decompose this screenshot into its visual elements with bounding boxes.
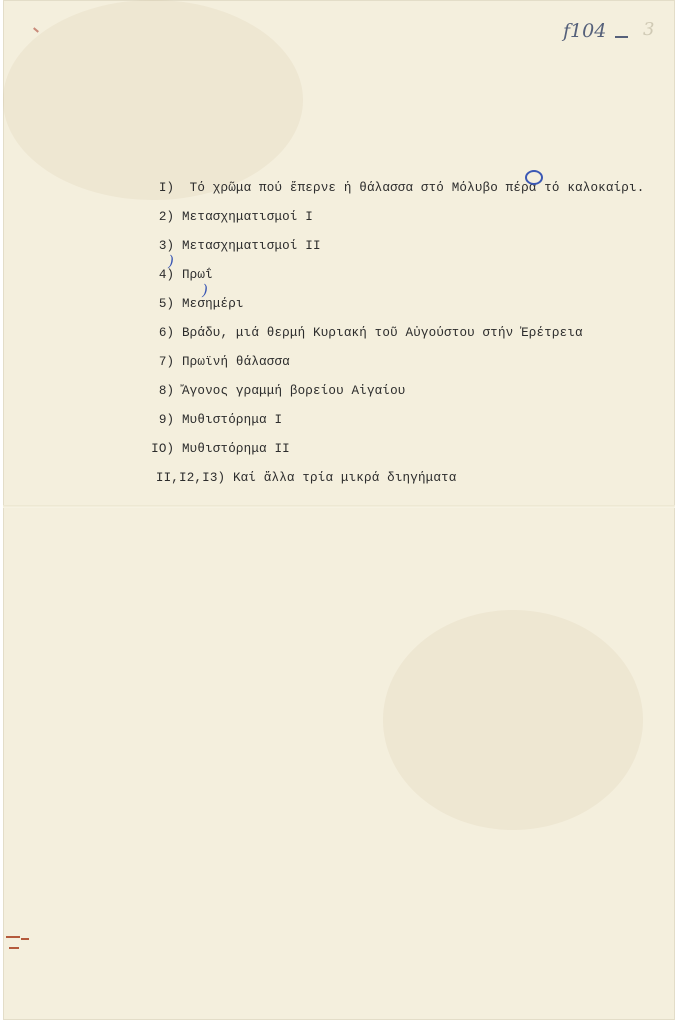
handwritten-dash bbox=[615, 36, 628, 38]
item-number: 3) bbox=[158, 239, 175, 253]
ink-speck bbox=[33, 27, 39, 32]
item-number: 5) bbox=[158, 297, 175, 311]
paper-stain bbox=[383, 610, 643, 830]
pen-correction-mark: ) bbox=[168, 252, 174, 270]
pen-correction-mark bbox=[525, 170, 543, 185]
item-title: Μεσημέρι bbox=[181, 297, 244, 311]
list-item bbox=[92, 457, 457, 499]
page-fold bbox=[3, 505, 675, 508]
pen-correction-mark: ) bbox=[202, 281, 208, 299]
item-number: II,I2,I3) bbox=[155, 471, 226, 485]
item-title: Μετασχηματισμοί II bbox=[181, 239, 321, 253]
ink-speck bbox=[6, 936, 20, 938]
item-title: Μυθιστόρημα I bbox=[181, 413, 283, 427]
item-title: Ἄγονος γραμμή βορείου Αἰγαίου bbox=[181, 384, 406, 398]
document-sheet bbox=[3, 0, 675, 1020]
item-number: 2) bbox=[158, 210, 175, 224]
item-number: 9) bbox=[158, 413, 175, 427]
faded-pencil-mark: 3 bbox=[643, 19, 655, 40]
item-number: 6) bbox=[158, 326, 175, 340]
item-title: Βράδυ, μιά θερμή Κυριακή τοῦ Αὐγούστου στήν Ἐρέτρεια bbox=[181, 326, 583, 340]
item-number: 8) bbox=[158, 384, 175, 398]
ink-speck bbox=[21, 938, 29, 940]
item-number: IO) bbox=[151, 442, 175, 456]
item-title: Τό χρῶμα πού ἔπερνε ἡ θάλασσα στό Μόλυβο πέρα τό καλοκαίρι. bbox=[189, 181, 645, 195]
item-title: Μετασχηματισμοί I bbox=[181, 210, 313, 224]
item-title: Καί ἄλλα τρία μικρά διηγήματα bbox=[232, 471, 457, 485]
item-number: I) bbox=[158, 181, 175, 195]
item-title: Πρωΐ bbox=[181, 268, 213, 282]
handwritten-reference: f104 bbox=[563, 20, 607, 42]
item-title: Πρωϊνή θάλασσα bbox=[181, 355, 290, 369]
item-title: Μυθιστόρημα II bbox=[181, 442, 290, 456]
ink-speck bbox=[9, 947, 19, 949]
item-number: 7) bbox=[158, 355, 175, 369]
item-number: 4) bbox=[158, 268, 175, 282]
